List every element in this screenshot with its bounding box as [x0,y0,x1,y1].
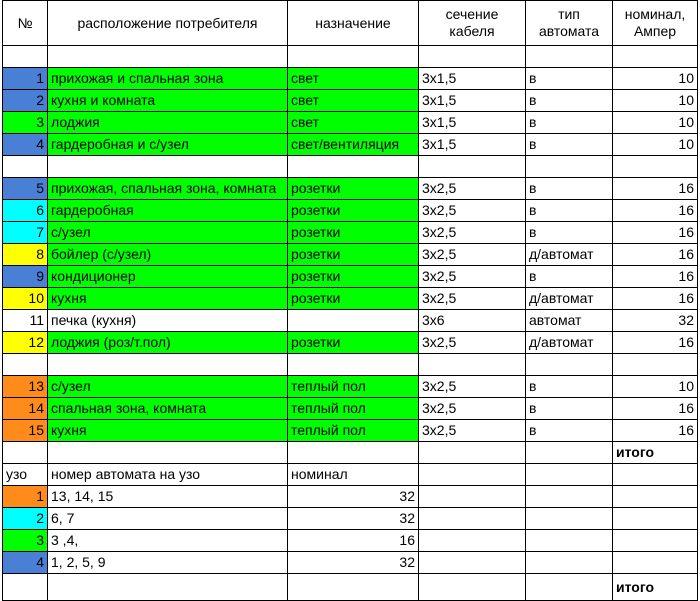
cable-cell[interactable]: 3x1,5 [419,134,526,156]
empty-cell[interactable] [526,486,613,508]
cable-cell[interactable]: 3x2,5 [419,332,526,354]
empty-cell[interactable] [419,508,526,530]
table-row [3,178,698,200]
empty-cell[interactable] [419,574,526,601]
empty-cell[interactable] [419,464,526,486]
location-cell[interactable]: гардеробная [48,200,288,222]
empty-cell[interactable] [419,156,526,178]
empty-cell[interactable] [3,156,48,178]
empty-cell[interactable] [288,46,419,68]
empty-cell[interactable] [613,530,698,552]
header-no[interactable]: № [3,1,48,46]
sheet-body [3,1,698,601]
breaker-schedule-sheet [2,0,698,601]
empty-cell[interactable] [3,46,48,68]
purpose-cell[interactable]: розетки [288,222,419,244]
table-row [3,200,698,222]
rcd-breakers-cell[interactable]: 3 ,4, [48,530,288,552]
row-number-cell[interactable]: 15 [3,420,48,442]
empty-cell[interactable] [613,486,698,508]
breaker-type-cell[interactable]: в [526,420,613,442]
table-row [3,134,698,156]
cable-cell[interactable]: 3x2,5 [419,178,526,200]
rcd-header-rating[interactable]: номинал [288,464,419,486]
empty-cell[interactable] [526,574,613,601]
table-row [3,398,698,420]
cable-cell[interactable]: 3x6 [419,310,526,332]
empty-cell[interactable] [48,354,288,376]
header-location[interactable]: расположение потребителя [48,1,288,46]
rcd-number-cell[interactable]: 3 [3,530,48,552]
row-number-cell[interactable]: 7 [3,222,48,244]
rating-cell[interactable]: 16 [613,398,698,420]
table-row [3,332,698,354]
purpose-cell[interactable]: теплый пол [288,398,419,420]
row-number-cell[interactable]: 13 [3,376,48,398]
row-number-cell[interactable]: 8 [3,244,48,266]
cable-cell[interactable]: 3x2,5 [419,420,526,442]
breaker-type-cell[interactable]: д/автомат [526,332,613,354]
rcd-rating-cell[interactable]: 32 [288,552,419,574]
row-number-cell[interactable]: 11 [3,310,48,332]
empty-cell[interactable] [419,486,526,508]
rcd-total-label[interactable]: итого [613,574,698,601]
rcd-rating-cell[interactable]: 32 [288,486,419,508]
location-cell[interactable]: кухня [48,288,288,310]
breaker-type-cell[interactable]: в [526,266,613,288]
cable-cell[interactable]: 3x2,5 [419,288,526,310]
spacer-row [3,354,698,376]
header-breaker-type[interactable]: тип автомата [526,1,613,46]
empty-cell[interactable] [288,574,419,601]
cable-cell[interactable]: 3x1,5 [419,68,526,90]
location-cell[interactable]: лоджия (роз/т.пол) [48,332,288,354]
empty-cell[interactable] [613,354,698,376]
rating-cell[interactable]: 16 [613,288,698,310]
total-row [3,442,698,464]
purpose-cell[interactable]: свет/вентиляция [288,134,419,156]
location-cell[interactable]: гардеробная и с/узел [48,134,288,156]
breaker-type-cell[interactable]: в [526,134,613,156]
breaker-type-cell[interactable]: в [526,398,613,420]
rcd-header-row [3,464,698,486]
rcd-row [3,508,698,530]
header-rating[interactable]: номинал, Ампер [613,1,698,46]
table-row [3,420,698,442]
empty-cell[interactable] [288,156,419,178]
location-cell[interactable]: спальная зона, комната [48,398,288,420]
rcd-row [3,552,698,574]
empty-cell[interactable] [613,46,698,68]
purpose-cell[interactable]: розетки [288,266,419,288]
rating-cell[interactable]: 32 [613,310,698,332]
cable-cell[interactable]: 3x2,5 [419,266,526,288]
cable-cell[interactable]: 3x2,5 [419,376,526,398]
empty-cell[interactable] [419,552,526,574]
purpose-cell[interactable]: розетки [288,200,419,222]
empty-cell[interactable] [613,464,698,486]
rcd-number-cell[interactable]: 1 [3,486,48,508]
purpose-cell[interactable]: розетки [288,178,419,200]
breaker-type-cell[interactable]: в [526,376,613,398]
rcd-number-cell[interactable]: 2 [3,508,48,530]
location-cell[interactable]: лоджия [48,112,288,134]
row-number-cell[interactable]: 4 [3,134,48,156]
purpose-cell[interactable]: свет [288,90,419,112]
spacer-row [3,156,698,178]
rcd-breakers-cell[interactable]: 13, 14, 15 [48,486,288,508]
header-cable[interactable]: сечение кабеля [419,1,526,46]
rating-cell[interactable]: 10 [613,112,698,134]
row-number-cell[interactable]: 9 [3,266,48,288]
spacer-row [3,46,698,68]
table-row [3,288,698,310]
rating-cell[interactable]: 16 [613,200,698,222]
empty-cell[interactable] [48,46,288,68]
empty-cell[interactable] [613,508,698,530]
empty-cell[interactable] [526,552,613,574]
empty-cell[interactable] [526,508,613,530]
rcd-header-breakers[interactable]: номер автомата на узо [48,464,288,486]
rating-cell[interactable]: 10 [613,90,698,112]
purpose-cell[interactable]: теплый пол [288,376,419,398]
rating-cell[interactable]: 16 [613,222,698,244]
location-cell[interactable]: кухня и комната [48,90,288,112]
rcd-row [3,530,698,552]
purpose-cell[interactable]: теплый пол [288,420,419,442]
breaker-type-cell[interactable]: в [526,200,613,222]
table-row [3,222,698,244]
empty-cell[interactable] [288,354,419,376]
rcd-row [3,486,698,508]
empty-cell[interactable] [419,442,526,464]
empty-cell[interactable] [526,464,613,486]
location-cell[interactable]: кухня [48,420,288,442]
cable-cell[interactable]: 3x2,5 [419,398,526,420]
cable-cell[interactable]: 3x1,5 [419,90,526,112]
empty-cell[interactable] [526,156,613,178]
location-cell[interactable]: печка (кухня) [48,310,288,332]
rcd-breakers-cell[interactable]: 6, 7 [48,508,288,530]
breaker-type-cell[interactable]: д/автомат [526,288,613,310]
breaker-type-cell[interactable]: в [526,90,613,112]
table-row [3,244,698,266]
purpose-cell[interactable]: свет [288,68,419,90]
empty-cell[interactable] [3,442,48,464]
location-cell[interactable]: прихожая, спальная зона, комната [48,178,288,200]
location-cell[interactable]: кондиционер [48,266,288,288]
table-row [3,266,698,288]
table-row [3,68,698,90]
rating-cell[interactable]: 16 [613,266,698,288]
rcd-header-no[interactable]: узо [3,464,48,486]
table-row [3,90,698,112]
empty-cell[interactable] [48,156,288,178]
empty-cell[interactable] [526,354,613,376]
rating-cell[interactable]: 10 [613,68,698,90]
row-number-cell[interactable]: 1 [3,68,48,90]
cable-cell[interactable]: 3x2,5 [419,244,526,266]
rcd-rating-cell[interactable]: 32 [288,508,419,530]
row-number-cell[interactable]: 14 [3,398,48,420]
location-cell[interactable]: с/узел [48,376,288,398]
row-number-cell[interactable]: 5 [3,178,48,200]
row-number-cell[interactable]: 6 [3,200,48,222]
empty-cell[interactable] [419,354,526,376]
row-number-cell[interactable]: 3 [3,112,48,134]
empty-cell[interactable] [613,552,698,574]
breaker-type-cell[interactable]: в [526,222,613,244]
location-cell[interactable]: бойлер (с/узел) [48,244,288,266]
empty-cell[interactable] [613,156,698,178]
empty-cell[interactable] [526,46,613,68]
rcd-number-cell[interactable]: 4 [3,552,48,574]
location-cell[interactable]: прихожая и спальная зона [48,68,288,90]
header-row [3,1,698,46]
empty-cell[interactable] [48,574,288,601]
rating-cell[interactable]: 10 [613,376,698,398]
table-row [3,112,698,134]
rcd-breakers-cell[interactable]: 1, 2, 5, 9 [48,552,288,574]
row-number-cell[interactable]: 10 [3,288,48,310]
cable-cell[interactable]: 3x2,5 [419,222,526,244]
breaker-type-cell[interactable]: в [526,178,613,200]
cable-cell[interactable]: 3x2,5 [419,200,526,222]
empty-cell[interactable] [3,354,48,376]
empty-cell[interactable] [3,574,48,601]
rating-cell[interactable]: 16 [613,178,698,200]
rating-cell[interactable]: 16 [613,244,698,266]
row-number-cell[interactable]: 12 [3,332,48,354]
empty-cell[interactable] [288,442,419,464]
purpose-cell[interactable]: розетки [288,332,419,354]
breaker-type-cell[interactable]: в [526,112,613,134]
empty-cell[interactable] [419,530,526,552]
purpose-cell[interactable]: розетки [288,244,419,266]
row-number-cell[interactable]: 2 [3,90,48,112]
purpose-cell[interactable]: свет [288,112,419,134]
table-row [3,376,698,398]
total-label[interactable]: итого [613,442,698,464]
header-purpose[interactable]: назначение [288,1,419,46]
empty-cell[interactable] [48,442,288,464]
empty-cell[interactable] [526,442,613,464]
location-cell[interactable]: с/узел [48,222,288,244]
empty-cell[interactable] [419,46,526,68]
empty-cell[interactable] [526,530,613,552]
purpose-cell[interactable] [288,310,419,332]
purpose-cell[interactable]: розетки [288,288,419,310]
cable-cell[interactable]: 3x1,5 [419,112,526,134]
rating-cell[interactable]: 10 [613,134,698,156]
rating-cell[interactable]: 16 [613,420,698,442]
breaker-type-cell[interactable]: в [526,68,613,90]
rating-cell[interactable]: 16 [613,332,698,354]
breaker-type-cell[interactable]: автомат [526,310,613,332]
breaker-type-cell[interactable]: д/автомат [526,244,613,266]
rcd-total-row [3,574,698,601]
table-row [3,310,698,332]
rcd-rating-cell[interactable]: 16 [288,530,419,552]
